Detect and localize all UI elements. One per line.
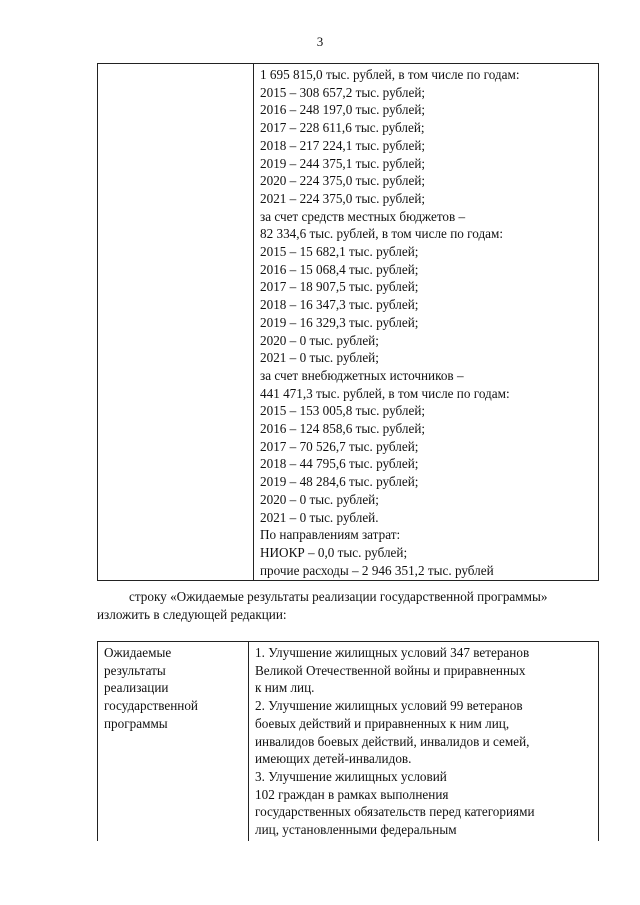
result-line: лиц, установленными федеральным (255, 822, 457, 838)
financing-line: 2019 – 244 375,1 тыс. рублей; (260, 155, 426, 171)
financing-line: 2019 – 16 329,3 тыс. рублей; (260, 314, 419, 330)
financing-line: за счет внебюджетных источников – (260, 367, 464, 383)
expected-results-label-cell (98, 642, 249, 841)
label-line: результаты (104, 662, 166, 678)
result-line: боевых действий и приравненных к ним лиц, (255, 715, 510, 731)
financing-line: 2020 – 224 375,0 тыс. рублей; (260, 173, 426, 189)
amendment-paragraph (97, 588, 605, 623)
financing-line: 2018 – 16 347,3 тыс. рублей; (260, 297, 419, 313)
financing-line: 2015 – 308 657,2 тыс. рублей; (260, 84, 426, 100)
result-line: Великой Отечественной войны и приравненных (255, 662, 526, 678)
financing-line: 2017 – 228 611,6 тыс. рублей; (260, 120, 425, 136)
label-line: реализации (104, 680, 169, 696)
financing-line: По направлениям затрат: (260, 527, 401, 543)
financing-line: 1 695 815,0 тыс. рублей, в том числе по годам: (260, 67, 520, 82)
label-line: программы (104, 715, 168, 731)
result-line: к ним лиц. (255, 680, 315, 696)
financing-table-label-cell (98, 64, 254, 581)
financing-line: 2018 – 44 795,6 тыс. рублей; (260, 456, 419, 472)
financing-line: 2016 – 15 068,4 тыс. рублей; (260, 261, 419, 277)
financing-line: 2021 – 0 тыс. рублей. (260, 509, 379, 525)
result-line: 102 граждан в рамках выполнения (255, 786, 449, 802)
expected-results-value-cell (249, 642, 599, 841)
financing-table (97, 63, 599, 581)
financing-line: 2020 – 0 тыс. рублей; (260, 491, 379, 507)
result-line: государственных обязательств перед категориями (255, 804, 535, 820)
page-number: 3 (316, 34, 324, 49)
financing-line: 2015 – 153 005,8 тыс. рублей; (260, 403, 426, 419)
financing-line: за счет средств местных бюджетов – (260, 208, 466, 224)
result-line: инвалидов боевых действий, инвалидов и семей, (255, 733, 530, 749)
financing-line: 2017 – 70 526,7 тыс. рублей; (260, 438, 419, 454)
financing-line: 2016 – 248 197,0 тыс. рублей; (260, 102, 426, 118)
paragraph-line: изложить в следующей редакции: (97, 606, 287, 622)
result-line: 2. Улучшение жилищных условий 99 ветеранов (255, 698, 523, 714)
result-line: 3. Улучшение жилищных условий (255, 768, 447, 784)
result-line: 1. Улучшение жилищных условий 347 ветеранов (255, 645, 530, 660)
financing-line: 2021 – 0 тыс. рублей; (260, 350, 379, 366)
financing-line: прочие расходы – 2 946 351,2 тыс. рублей (260, 562, 494, 578)
financing-line: 2018 – 217 224,1 тыс. рублей; (260, 137, 426, 153)
label-line: Ожидаемые (104, 645, 172, 660)
result-line: имеющих детей-инвалидов. (255, 751, 412, 767)
financing-table-value-cell (254, 64, 599, 581)
financing-line: 82 334,6 тыс. рублей, в том числе по годам: (260, 226, 504, 242)
financing-line: 2017 – 18 907,5 тыс. рублей; (260, 279, 419, 295)
financing-line: 2020 – 0 тыс. рублей; (260, 332, 379, 348)
expected-results-table (97, 641, 599, 841)
financing-line: НИОКР – 0,0 тыс. рублей; (260, 544, 408, 560)
financing-line: 2015 – 15 682,1 тыс. рублей; (260, 244, 419, 260)
financing-line: 2019 – 48 284,6 тыс. рублей; (260, 474, 419, 490)
paragraph-line: строку «Ожидаемые результаты реализации государственной программы» (129, 589, 548, 604)
financing-line: 441 471,3 тыс. рублей, в том числе по годам: (260, 385, 510, 401)
label-line: государственной (104, 698, 198, 714)
financing-line: 2021 – 224 375,0 тыс. рублей; (260, 190, 426, 206)
financing-line: 2016 – 124 858,6 тыс. рублей; (260, 421, 426, 437)
